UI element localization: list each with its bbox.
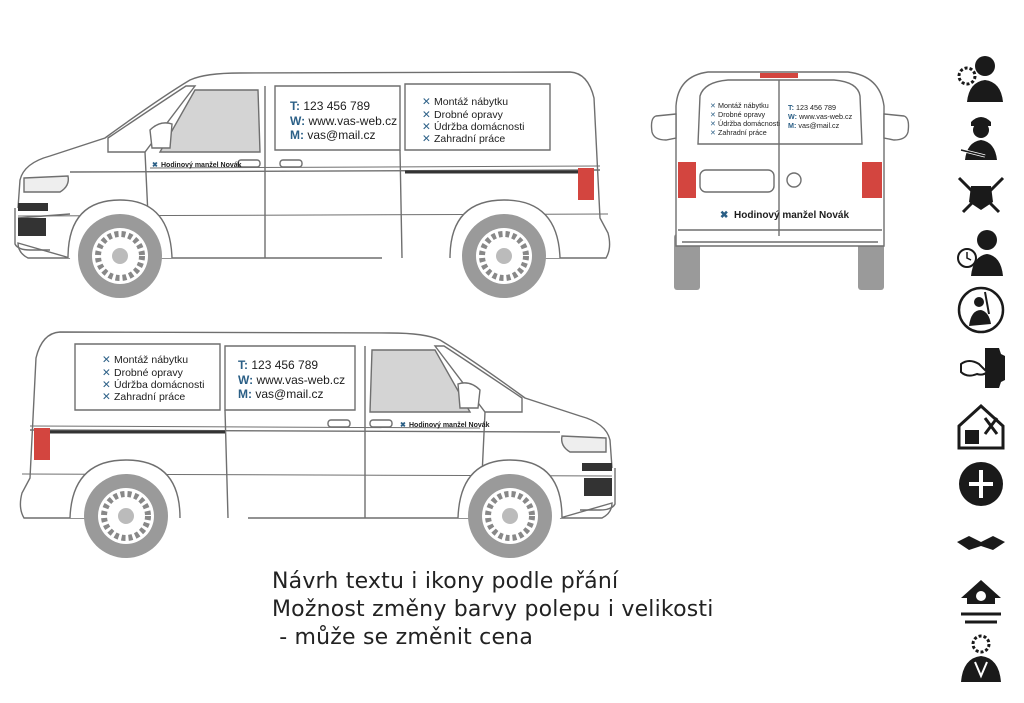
- svg-text:✕: ✕: [710, 128, 717, 137]
- circle-wrench-icon[interactable]: [955, 458, 1007, 510]
- icon-options-column: [955, 52, 1013, 690]
- svg-text:Drobné opravy: Drobné opravy: [718, 110, 766, 119]
- svg-text:✖: ✖: [720, 210, 729, 221]
- mechanic-wrench-icon[interactable]: [955, 110, 1007, 162]
- svg-text:Drobné opravy: Drobné opravy: [114, 367, 183, 379]
- svg-text:Montáž nábytku: Montáž nábytku: [718, 101, 769, 110]
- svg-text:✕: ✕: [102, 367, 111, 379]
- svg-text:W: www.vas-web.cz: W: www.vas-web.cz: [290, 114, 398, 128]
- svg-text:T: 123 456 789: T: 123 456 789: [788, 103, 836, 112]
- van-side-right-wheel-rear: [84, 474, 168, 558]
- svg-text:Hodinový manžel Novák: Hodinový manžel Novák: [161, 162, 242, 169]
- svg-text:Údržba domácnosti: Údržba domácnosti: [434, 121, 525, 133]
- van-side-left: [10, 68, 620, 303]
- svg-text:✕: ✕: [710, 110, 717, 119]
- svg-text:✖: ✖: [152, 162, 158, 169]
- svg-text:Drobné opravy: Drobné opravy: [434, 109, 503, 121]
- handshake-wrench-icon[interactable]: [955, 516, 1007, 568]
- svg-text:T: 123 456 789: T: 123 456 789: [290, 99, 371, 113]
- van-side-right-brand-logo: [400, 421, 490, 429]
- van-side-wheel-front: [78, 214, 162, 298]
- svg-text:✕: ✕: [102, 379, 111, 391]
- van-side-wheel-rear: [462, 214, 546, 298]
- van-rear-view: [648, 66, 910, 292]
- svg-text:M: vas@mail.cz: M: vas@mail.cz: [788, 121, 840, 130]
- svg-text:W: www.vas-web.cz: W: www.vas-web.cz: [788, 112, 853, 121]
- svg-text:Údržba domácnosti: Údržba domácnosti: [718, 119, 780, 128]
- svg-text:✕: ✕: [102, 354, 111, 366]
- caption-line-3: - může se změnit cena: [272, 625, 534, 650]
- svg-text:M: vas@mail.cz: M: vas@mail.cz: [238, 387, 324, 401]
- clock-user-icon[interactable]: [955, 226, 1007, 278]
- svg-text:✕: ✕: [422, 109, 431, 121]
- svg-text:W: www.vas-web.cz: W: www.vas-web.cz: [238, 373, 346, 387]
- handyman-circle-icon[interactable]: [955, 284, 1007, 336]
- van-rear-brand-logo: [720, 210, 849, 221]
- svg-text:✕: ✕: [710, 101, 717, 110]
- svg-text:✕: ✕: [422, 133, 431, 145]
- van-side-brand-logo: [152, 161, 242, 169]
- svg-text:Zahradní práce: Zahradní práce: [114, 391, 186, 403]
- svg-text:Zahradní práce: Zahradní práce: [718, 128, 767, 137]
- van-side-right-wheel-front: [468, 474, 552, 558]
- svg-text:Hodinový manžel Novák: Hodinový manžel Novák: [409, 422, 490, 429]
- svg-text:M: vas@mail.cz: M: vas@mail.cz: [290, 128, 376, 142]
- caption-line-2: Možnost změny barvy polepu i velikosti: [272, 597, 714, 622]
- svg-text:✕: ✕: [102, 391, 111, 403]
- house-tools-icon[interactable]: [955, 400, 1007, 452]
- hand-gear-icon[interactable]: [955, 342, 1007, 394]
- svg-text:Údržba domácnosti: Údržba domácnosti: [114, 379, 205, 391]
- gear-worker-icon[interactable]: [955, 632, 1007, 684]
- caption-line-1: Návrh textu i ikony podle přání: [272, 569, 619, 594]
- svg-text:Zahradní práce: Zahradní práce: [434, 133, 506, 145]
- svg-text:✕: ✕: [422, 96, 431, 108]
- svg-text:T: 123 456 789: T: 123 456 789: [238, 358, 319, 372]
- svg-text:Montáž nábytku: Montáž nábytku: [434, 96, 509, 108]
- house-gear-tools-icon[interactable]: [955, 574, 1007, 626]
- svg-text:Montáž nábytku: Montáž nábytku: [114, 354, 189, 366]
- svg-text:✖: ✖: [400, 422, 406, 429]
- fist-tools-icon[interactable]: [955, 168, 1007, 220]
- svg-text:✕: ✕: [422, 121, 431, 133]
- caption: [272, 568, 714, 652]
- gear-user-icon[interactable]: [955, 52, 1007, 104]
- van-side-right: [10, 328, 620, 560]
- svg-text:✕: ✕: [710, 119, 717, 128]
- svg-text:Hodinový manžel Novák: Hodinový manžel Novák: [734, 210, 850, 221]
